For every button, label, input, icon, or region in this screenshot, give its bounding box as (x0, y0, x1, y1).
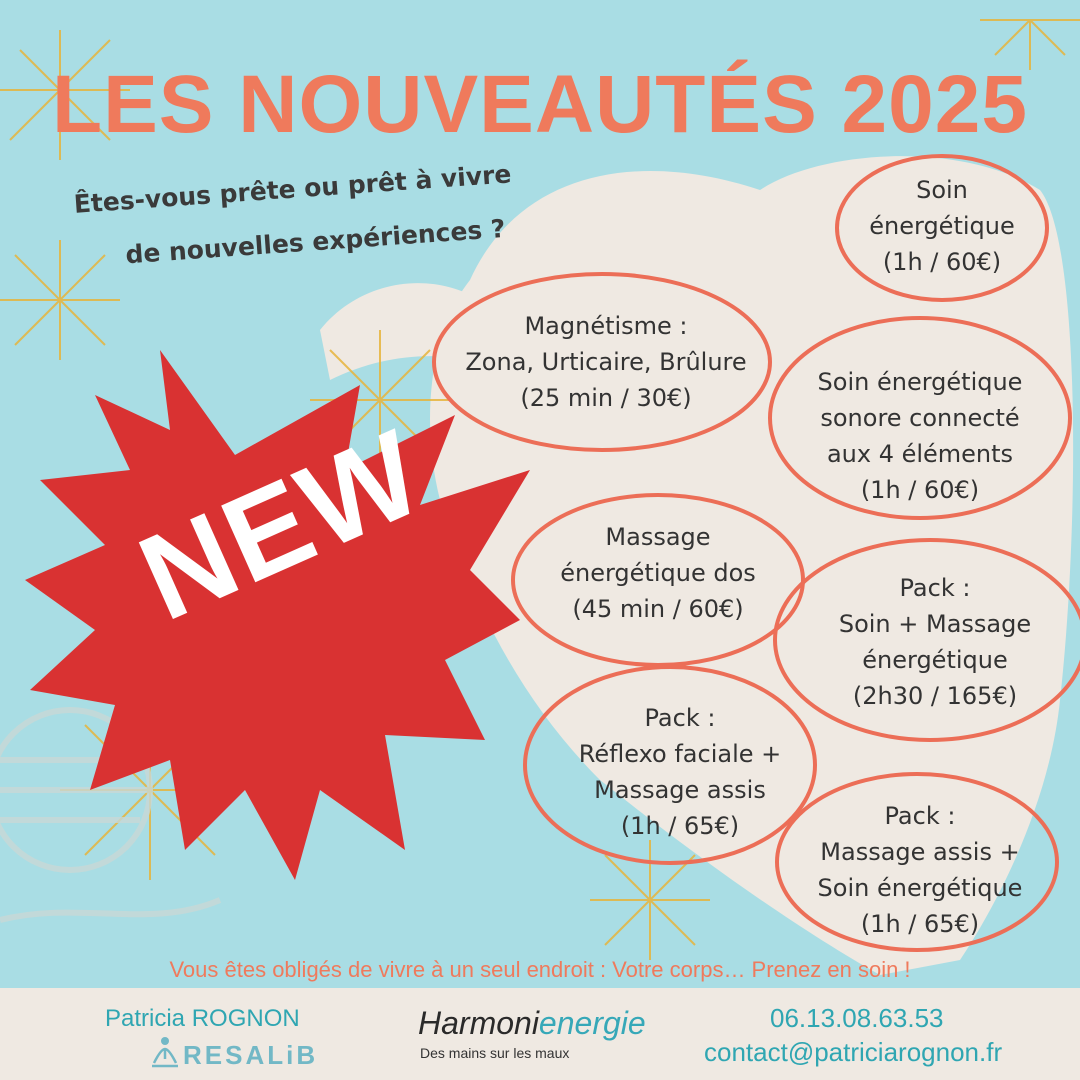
offer-massage-dos: Massage énergétique dos (45 min / 60€) (560, 523, 756, 623)
meditation-icon (150, 1035, 180, 1069)
subtitle-line-2: de nouvelles expériences ? (124, 213, 507, 270)
subtitle-line-1: Êtes-vous prête ou prêt à vivre (72, 159, 513, 219)
brand-logo (418, 1005, 646, 1042)
offer-soin-sonore: Soin énergétique sonore connecté aux 4 éléments (1h / 60€) (817, 368, 1023, 504)
new-badge-text: NEW (120, 403, 442, 647)
practitioner-name: Patricia ROGNON (105, 1005, 300, 1032)
brand-tagline: Des mains sur les maux (420, 1045, 570, 1061)
brand-name-part-1: Harmoni (418, 1005, 539, 1041)
offer-pack-reflexo: Pack : Réflexo faciale + Massage assis (1h / 65€) (578, 704, 782, 840)
offer-pack-massage-soin: Pack : Massage assis + Soin énergétique (1h / 65€) (817, 802, 1023, 938)
offer-magnetisme: Magnétisme : Zona, Urticaire, Brûlure (25 min / 30€) (465, 312, 747, 412)
offer-soin-energetique: Soin énergétique (1h / 60€) (869, 176, 1015, 276)
tagline: Vous êtes obligés de vivre à un seul endroit : Votre corps… Prenez en soin ! (169, 957, 911, 982)
brand-name-part-2: energie (538, 1005, 646, 1041)
resalib-logo[interactable]: RESALiB (183, 1040, 319, 1070)
offer-pack-soin-massage: Pack : Soin + Massage énergétique (2h30 / 165€) (838, 574, 1032, 710)
email-link[interactable]: contact@patriciarognon.fr (704, 1037, 1003, 1067)
page-title: LES NOUVEAUTÉS 2025 (52, 59, 1028, 150)
phone-number[interactable]: 06.13.08.63.53 (770, 1003, 944, 1033)
